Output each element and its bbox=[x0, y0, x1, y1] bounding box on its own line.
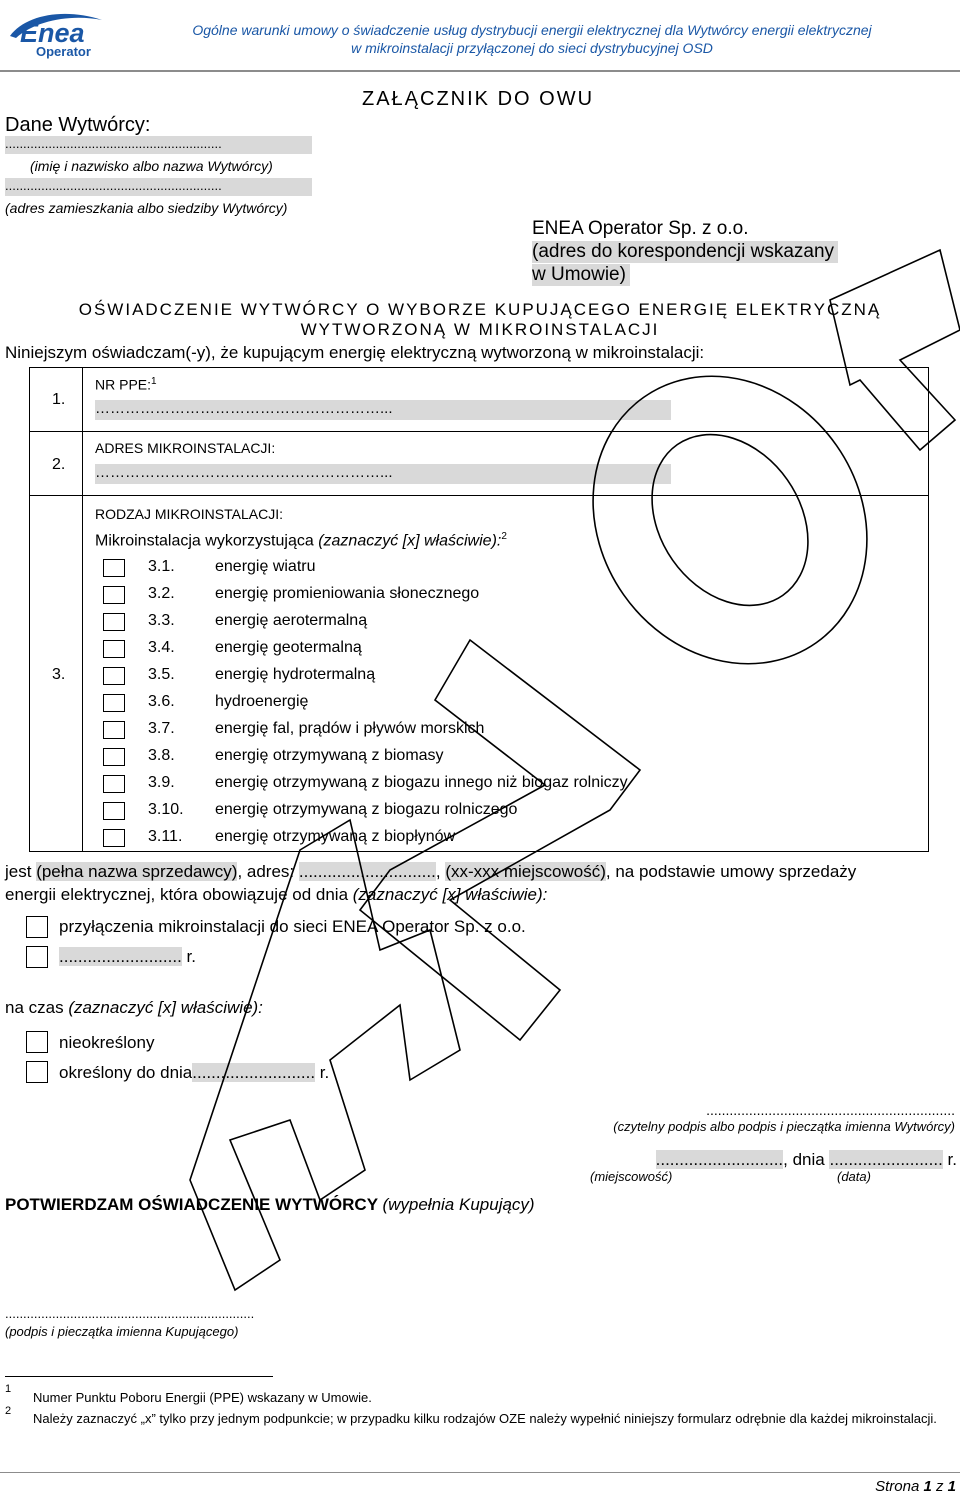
date-suffix: r. bbox=[942, 1150, 957, 1169]
option-number: 3.6. bbox=[148, 693, 175, 710]
place-date-line bbox=[557, 1150, 957, 1170]
footer-rule bbox=[0, 1472, 960, 1473]
option-label: energię wiatru bbox=[215, 558, 316, 575]
page-word: Strona bbox=[875, 1478, 924, 1495]
start-date-field[interactable]: .......................... bbox=[59, 947, 182, 966]
duration-heading bbox=[5, 998, 263, 1018]
confirmation-bold: POTWIERDZAM OŚWIADCZENIE WYTWÓRCY bbox=[5, 1195, 383, 1214]
buyer-signature-field[interactable]: ..................................................................... bbox=[5, 1306, 255, 1321]
producer-name-field[interactable]: ............................................................ bbox=[5, 136, 312, 154]
option-checkbox[interactable] bbox=[103, 559, 125, 577]
place-caption: (miejscowość) bbox=[590, 1169, 673, 1184]
duration-option2-checkbox[interactable] bbox=[26, 1061, 48, 1083]
duration-option2-label: określony do dnia bbox=[59, 1063, 193, 1082]
option-checkbox[interactable] bbox=[103, 586, 125, 604]
row2-content-cell bbox=[83, 432, 929, 496]
producer-address-caption: (adres zamieszkania albo siedziby Wytwórcy) bbox=[5, 200, 288, 216]
option-checkbox[interactable] bbox=[103, 829, 125, 847]
option-number: 3.8. bbox=[148, 747, 175, 764]
start-option1-checkbox[interactable] bbox=[26, 916, 48, 938]
form-table bbox=[29, 367, 929, 852]
option-label: energię otrzymywaną z biogazu rolniczego bbox=[215, 801, 518, 818]
header-rule bbox=[0, 70, 960, 72]
row1-num-cell bbox=[30, 368, 83, 432]
option-checkbox[interactable] bbox=[103, 667, 125, 685]
annex-title: ZAŁĄCZNIK DO OWU bbox=[362, 88, 595, 110]
seller-line2-text: energii elektrycznej, która obowiązuje od dnia bbox=[5, 885, 353, 904]
header-title-line2: w mikroinstalacji przyłączonej do sieci dystrybucyjnej OSD bbox=[351, 40, 713, 56]
duration-heading-text: na czas bbox=[5, 998, 69, 1017]
option-label: energię otrzymywaną z biomasy bbox=[215, 747, 444, 764]
seller-name-field[interactable]: (pełna nazwa sprzedawcy) bbox=[36, 862, 238, 881]
logo-text-operator: Operator bbox=[36, 44, 91, 59]
logo-text-enea: Enea bbox=[20, 18, 85, 48]
option-checkbox[interactable] bbox=[103, 721, 125, 739]
option-checkbox[interactable] bbox=[103, 748, 125, 766]
producer-name-caption: (imię i nazwisko albo nazwa Wytwórcy) bbox=[30, 158, 273, 174]
option-number: 3.1. bbox=[148, 558, 175, 575]
recipient-line3: w Umowie) bbox=[532, 264, 630, 286]
option-number: 3.10. bbox=[148, 801, 184, 818]
row3-num-cell bbox=[30, 496, 83, 852]
address-field[interactable]: …………………………………………………... bbox=[95, 464, 671, 484]
type-lead-text: Mikroinstalacja wykorzystująca bbox=[95, 532, 319, 550]
ppe-label-text: NR PPE: bbox=[95, 376, 152, 393]
ppe-field[interactable]: …………………………………………………... bbox=[95, 400, 671, 420]
place-field[interactable]: ........................... bbox=[655, 1150, 784, 1169]
seller-address-label: , adres: bbox=[237, 862, 299, 881]
footnote-divider bbox=[5, 1376, 273, 1377]
seller-city-field[interactable]: (xx-xxx miejscowość) bbox=[445, 862, 606, 881]
footnote-ref-2: 2 bbox=[501, 531, 507, 542]
recipient-line1: ENEA Operator Sp. z o.o. bbox=[532, 218, 749, 239]
page-number bbox=[840, 1478, 956, 1495]
confirmation-heading bbox=[5, 1195, 535, 1215]
statement-title-line2: WYTWORZONĄ W MIKROINSTALACJI bbox=[300, 320, 660, 339]
option-checkbox[interactable] bbox=[103, 802, 125, 820]
option-label: energię hydrotermalną bbox=[215, 666, 376, 683]
ppe-label bbox=[95, 376, 157, 393]
duration-option2 bbox=[59, 1063, 329, 1083]
date-field[interactable]: ........................ bbox=[829, 1150, 943, 1169]
row3-content-cell bbox=[83, 496, 929, 852]
row2-number: 2. bbox=[52, 456, 66, 473]
option-number: 3.7. bbox=[148, 720, 175, 737]
duration-option1-label: nieokreślony bbox=[59, 1033, 155, 1052]
page-total: 1 bbox=[947, 1478, 956, 1495]
start-option1-label: przyłączenia mikroinstalacji do sieci ENEA Operator Sp. z o.o. bbox=[59, 917, 526, 936]
option-label: energię fal, prądów i pływów morskich bbox=[215, 720, 485, 737]
page-of: z bbox=[931, 1478, 948, 1495]
statement-title-line1: OŚWIADCZENIE WYTWÓRCY O WYBORZE KUPUJĄCEGO ENERGIĘ ELEKTRYCZNĄ bbox=[78, 300, 882, 319]
option-checkbox[interactable] bbox=[103, 694, 125, 712]
footnote-2-text: Należy zaznaczyć „x” tylko przy jednym podpunkcie; w przypadku kilku rodzajów OZE należy wypełnić niniejszy formularz odrębnie dla każdej mikroinstalacji. bbox=[33, 1411, 937, 1426]
seller-jest: jest bbox=[5, 862, 37, 881]
duration-option1-checkbox[interactable] bbox=[26, 1031, 48, 1053]
buyer-signature-caption: (podpis i pieczątka imienna Kupującego) bbox=[5, 1324, 239, 1339]
type-label: RODZAJ MIKROINSTALACJI: bbox=[95, 506, 283, 522]
duration-instruction: (zaznaczyć [x] właściwie): bbox=[68, 998, 263, 1017]
statement-intro: Niniejszym oświadczam(-y), że kupującym energię elektryczną wytworzoną w mikroinstalacji: bbox=[5, 343, 705, 362]
page-current: 1 bbox=[923, 1478, 932, 1495]
footnote-1-text: Numer Punktu Poboru Energii (PPE) wskazany w Umowie. bbox=[33, 1390, 372, 1405]
option-checkbox[interactable] bbox=[103, 613, 125, 631]
option-label: energię promieniowania słonecznego bbox=[215, 585, 480, 602]
option-label: hydroenergię bbox=[215, 693, 309, 710]
producer-signature-field[interactable]: ................................................................ bbox=[706, 1102, 955, 1118]
footnote-2-mark: 2 bbox=[5, 1405, 12, 1417]
seller-line2 bbox=[5, 885, 547, 905]
seller-sep: , bbox=[435, 862, 446, 881]
start-date-suffix: r. bbox=[181, 947, 196, 966]
confirmation-italic: (wypełnia Kupujący) bbox=[382, 1195, 535, 1214]
start-option2-checkbox[interactable] bbox=[26, 946, 48, 968]
option-label: energię geotermalną bbox=[215, 639, 362, 656]
end-date-suffix: r. bbox=[315, 1063, 330, 1082]
seller-line2-instruction: (zaznaczyć [x] właściwie): bbox=[352, 885, 548, 904]
row2-num-cell bbox=[30, 432, 83, 496]
row1-number: 1. bbox=[52, 391, 66, 408]
option-label: energię otrzymywaną z biopłynów bbox=[215, 828, 456, 845]
type-lead bbox=[95, 531, 507, 550]
option-number: 3.4. bbox=[148, 639, 175, 656]
row1-content-cell bbox=[83, 368, 929, 432]
producer-heading: Dane Wytwórcy: bbox=[5, 114, 151, 136]
enea-logo bbox=[6, 6, 106, 58]
option-label: energię aerotermalną bbox=[215, 612, 368, 629]
type-lead-instruction: (zaznaczyć [x] właściwie): bbox=[318, 532, 502, 550]
option-checkbox[interactable] bbox=[103, 775, 125, 793]
options-list bbox=[103, 558, 723, 848]
dnia-label: , dnia bbox=[783, 1150, 830, 1169]
footnote-1-mark: 1 bbox=[5, 1383, 12, 1395]
date-caption: (data) bbox=[837, 1169, 871, 1184]
option-number: 3.3. bbox=[148, 612, 175, 629]
option-number: 3.2. bbox=[148, 585, 175, 602]
end-date-field[interactable]: .......................... bbox=[192, 1063, 316, 1082]
footnote-ref-1: 1 bbox=[151, 376, 157, 387]
option-number: 3.9. bbox=[148, 774, 175, 791]
row3-number: 3. bbox=[52, 666, 66, 683]
producer-signature-caption: (czytelny podpis albo podpis i pieczątka imienna Wytwórcy) bbox=[613, 1119, 955, 1134]
seller-line1 bbox=[5, 862, 856, 882]
option-checkbox[interactable] bbox=[103, 640, 125, 658]
producer-address-field[interactable]: ............................................................ bbox=[5, 178, 312, 196]
header-title-line1: Ogólne warunki umowy o świadczenie usług dystrybucji energii elektrycznej dla Wytwórcy energii elektrycznej bbox=[192, 22, 872, 38]
seller-rest: , na podstawie umowy sprzedaży bbox=[605, 862, 857, 881]
seller-address-field[interactable]: ............................. bbox=[298, 862, 436, 881]
option-number: 3.11. bbox=[148, 828, 183, 845]
option-label: energię otrzymywaną z biogazu innego niż biogaz rolniczy bbox=[215, 774, 628, 791]
option-number: 3.5. bbox=[148, 666, 175, 683]
address-label: ADRES MIKROINSTALACJI: bbox=[95, 440, 276, 456]
start-option2 bbox=[59, 947, 196, 967]
recipient-line2: (adres do korespondencji wskazany bbox=[532, 241, 838, 263]
